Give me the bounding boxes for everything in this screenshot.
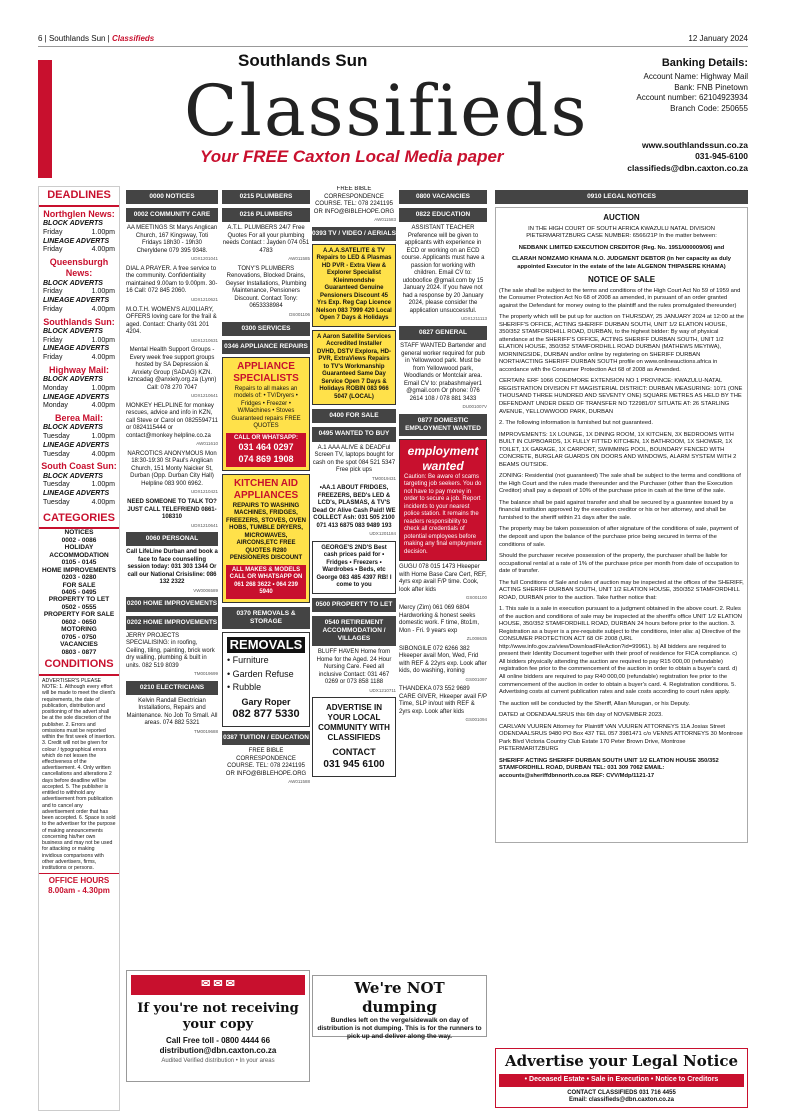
deadline-label: LINEAGE ADVERTS [43, 297, 110, 304]
website-link[interactable]: www.southlandssun.co.za [642, 140, 748, 150]
deadline-day: Friday [43, 305, 63, 313]
classified-ad: NEED SOMEONE TO TALK TO? JUST CALL TELEFRIEND 0861-108310 [127, 499, 217, 520]
ad-ref: DU001007V [462, 404, 487, 409]
deadline-day: Monday [43, 384, 68, 392]
deadline-day: Friday [43, 288, 63, 296]
ad-footer: Audited Verified distribution • In your areas [161, 1058, 275, 1065]
classified-ad: SIBONGILE 072 6266 382 Hkeeper avail Mon, Wed, Frid with REF & 22yrs exp. Look after kids, do washing, ironing [399, 645, 487, 675]
legal-paragraph: The full Conditions of Sale and rules of auction may be inspected at the offices of the SHERIFF, ACTING SHERIFF DURBAN SOUTH, UNIT 1/2 ELATION HOUSE, 350/352 STAMFORDHILL ROAD, DURBAN prior to the auction. Take further notice that: [499, 579, 744, 601]
deadline-row [39, 288, 119, 297]
deadlines-title: DEADLINES [39, 187, 119, 207]
classified-ad: TONY'S PLUMBERS Renovations, Blocked Drains, Geyser Installations, Plumbing Maintenance, Pensioners Discount. Contact Tony: 0653338984 [225, 265, 307, 310]
office-hours [39, 873, 119, 898]
deadline-area-name: South Coast Sun: [41, 461, 117, 472]
category-item: 0203 - 0280 [61, 574, 97, 582]
section-header: 0400 FOR SALE [312, 409, 396, 423]
legal-paragraph: The auction will be conducted by the Sheriff, Allan Murugan, or his Deputy. [499, 700, 690, 707]
category-item: HOME IMPROVEMENTS [41, 566, 117, 574]
ad-contact: CONTACT CLASSIFIEDS 031 716 4455 [567, 1089, 676, 1096]
deadline-time: 1.00pm [91, 481, 115, 489]
ad-ref: UDX1210641 [190, 393, 218, 399]
deadline-time: 4.00pm [91, 354, 115, 361]
deadline-day: Monday [43, 402, 68, 410]
ad-footer: ALL MAKES & MODELS CALL OR WHATSAPP ON 061 268 3622 • 064 239 5940 [226, 565, 306, 599]
appliance-specialists-ad [222, 357, 310, 471]
ad-ref: VW0006589 [193, 587, 218, 593]
ad-call-label: CALL OR WHATSAPP: [233, 434, 299, 441]
classified-ad: JERRY PROJECTS SPECIALISING: in roofing, Ceiling, tiling, painting, brick work dry walling, plumbing & built in units. 082 519 8039 [126, 632, 215, 669]
deadline-row [39, 451, 119, 460]
deadline-row [39, 246, 119, 255]
deadline-time: 4.00pm [91, 305, 115, 313]
removal-item: • Furniture [227, 655, 269, 666]
legal-paragraph: The property may be taken possession of after signature of the conditions of sale, payment of the deposit and upon the balance of the purchase price being secured in terms of the conditions of sale. [499, 526, 739, 548]
court-text: IN THE HIGH COURT OF SOUTH AFRICA KWAZULU NATAL DIVISION PIETERMARITZBURG CASE NUMBER: 6566/21P In the matter between: [526, 225, 717, 240]
mail-bundle-icon: ✉ ✉ ✉ [131, 975, 305, 995]
legal-paragraph: The balance shall be paid against transfer and shall be secured by a guarantee issued by a financial institution approved by the execution creditor or his or her attorney, and shall be furnished to the sheriff within 21 days after the sale. [499, 499, 733, 521]
auction-notice [495, 207, 748, 843]
classified-ad: ASSISTANT TEACHER Preference will be given to applicants with experience in ECD or working on an ECD course. Applicants must have a passion for working with children. Email CV to: udoboofice @gmail.com by 15 January 2024. If you have not had a response by 20 January 2024, please consider the application unsuccessful. [401, 225, 485, 314]
removal-item: • Garden Refuse [227, 668, 294, 679]
section-header: 0346 APPLIANCE REPAIRS [222, 340, 310, 354]
ad-body: REPAIRS TO WASHING MACHINES, FRIDGES, FREEZERS, STOVES, OVEN HOBS, TUMBLE DRYERS, MICROWAVES, AIRCONS,ETC FREE QUOTES R280 PENSIONERS DISCOUNT [226, 502, 306, 562]
classified-ad: •AA.1 ABOUT FRIDGES, FREEZERS, BED's LED & LCD's, PLASMAS, & TV'S Dead Or Alive Cash Paid! WE COLLECT Ash: 031 505 2100 071 413 6875 083 9489 193 [312, 485, 396, 529]
section-header: 0495 WANTED TO BUY [312, 427, 396, 441]
accent-bar [38, 60, 52, 178]
section-name: Classifieds [111, 34, 155, 43]
ad-body: Bundles left on the verge/sidewalk on day of distribution is not dumping. This is for the runners to pick up and deliver along the way. [317, 1016, 482, 1040]
section-header: 0910 LEGAL NOTICES [495, 190, 748, 204]
aaron-satellite-ad: A Aaron Satellite Services Accredited Installer DVHD, DSTV Explora, HD-PVR, ExtraViews Repairs to TV's Workmanship Guaranteed Same Day Service Open 7 Days & Holidays ROBIN 083 966 5047 (LOCAL) [312, 330, 396, 406]
section-header: 0827 GENERAL [399, 326, 487, 340]
page-header [38, 34, 748, 44]
classified-ad: MONKEY HELPLINE for monkey rescues, advice and info in KZN, call Steve or Carol on 0825594711 or 0824115444 or contact@monkey helpline.co.za [126, 402, 218, 439]
ad-phone: Call Free toll - 0800 4444 66 [165, 1036, 271, 1046]
deadline-row [39, 433, 119, 442]
classified-ad: A.1 AAA ALIVE & DEADFul Screen TV, laptops bought for cash on the spot 084 521 5347 Free pick ups [312, 444, 396, 473]
classified-ad: FREE BIBLE CORRESPONDENCE COURSE. TEL: 078 2241195 OR INFO@BIBLEHOPE.ORG [313, 186, 395, 215]
deadline-row [39, 402, 119, 411]
deadline-day: Friday [43, 246, 63, 254]
ad-email[interactable]: Email: classifieds@dbn.caxton.co.za [569, 1097, 674, 1103]
categories-title: CATEGORIES [39, 510, 119, 530]
ad-subtitle: • Deceased Estate • Sale in Execution • Notice to Creditors [499, 1074, 744, 1087]
category-item: 0405 - 0495 [61, 589, 97, 596]
section-header: 0370 REMOVALS & STORAGE [222, 607, 310, 629]
deadlines-sidebar [38, 186, 120, 1111]
classified-ad: Mental Health Support Groups - Every week free support groups hosted by SA Depression & Anxiety Group (SADAG) KZN. kzncadag @anxiety.org.za (Lynn) Call: 078 270 7047 [127, 347, 217, 391]
classified-ad: Kelvin Randall Electrician Installations, Repairs and Maintenance. No Job To Small. All areas. 074 882 5321 [126, 697, 218, 727]
auction-title: AUCTION [603, 213, 640, 223]
deadline-label: LINEAGE ADVERTS [43, 345, 110, 353]
deadline-label: BLOCK ADVERTS [43, 376, 103, 383]
legal-paragraph: CERTAIN: ERF 1066 COEDMORE EXTENSION NO 1 PROVINCE: KWAZULU-NATAL REGISTRATION DIVISION FT MAGISTERIAL DISTRICT: DURBAN MEASURING: 1071 (ONE THOUSAND THREE HUNDRED AND SEVENTY ONE) SQUARE METRES AS HELD BY THE DEFENDANT UNDER DEED OF TRANSFER NO T22981/07 SITUATE AT: 26 STARLING AVENUE, YELLOWWOOD PARK, DURBAN [499, 378, 743, 415]
deadline-label: LINEAGE ADVERTS [43, 490, 110, 497]
category-item: FOR SALE [62, 581, 96, 589]
legal-paragraph: CARLVAN VUUREN Attorney for Plaintiff VAN VUUREN ATTORNEYS 11A Josias Street ODENDAALSRUS 9480 PO Box 437 TEL 057 3981471 c/o VENNS ATTORNEYS 30 Montrose Park Blvd Victoria Country Club Estate 170 Peter Brown Drive, Montrose PIETERMARITZBURG [499, 723, 743, 753]
classified-ad: AA MEETINGS St Marys Anglican Church, 167 Kingsway, Toti Fridays 18h30 - 19h30 Cheryldene 079 395 9348. [126, 225, 218, 254]
deadline-area-name: Highway Mail: [48, 364, 109, 375]
georges-ad: GEORGE'S 2ND'S Best cash prices paid for • Fridges • Freezers • Wardrobes • Beds, etc George 083 485 4397 RB! I come to you [312, 541, 396, 594]
ad-phone: 082 877 5330 [232, 708, 300, 721]
ad-ref: AW011610 [196, 441, 218, 447]
removal-item: • Rubble [227, 681, 262, 692]
deadline-day: Tuesday [43, 498, 70, 506]
ad-ref: GS001100 [465, 595, 487, 601]
legal-paragraph: 2. The following information is furnished but not guaranteed. [499, 420, 653, 427]
issue-date: 12 January 2024 [688, 34, 748, 43]
ad-ref: TM0019688 [193, 728, 218, 734]
header-divider [38, 46, 748, 47]
ad-call [226, 433, 306, 467]
ad-ref: TM0019699 [193, 671, 218, 677]
section-header: 0215 PLUMBERS [222, 190, 310, 204]
deadline-row [39, 306, 119, 315]
employment-wanted-ad [399, 439, 487, 562]
office-hours-value: 8.00am - 4.30pm [48, 886, 110, 896]
deadline-time: 4.00pm [91, 498, 115, 506]
ad-title: We're NOT dumping [354, 979, 445, 1016]
classified-ad: M.O.T.H. WOMEN'S AUXILIARY, OFFERS loving care for the frail & aged. Contact: Charity 031 201 4204. [126, 306, 217, 335]
deadline-row [39, 354, 119, 363]
deadline-areas [39, 209, 119, 508]
ad-email[interactable]: distribution@dbn.caxton.co.za [159, 1046, 277, 1056]
legal-paragraph: IMPROVEMENTS: 1X LOUNGE, 1X DINING ROOM, 1X KITCHEN, 3X BEDROOMS WITH BUILT IN CUPBOARDS, 1X FULLY FITTED KITCHEN, 1X BATHROOM, 1X SHOWER, 1X TOILET, 1X GARAGE, 1X CARPORT, SWIMMING POOL, BOUNDARY FENCED WITH CONCRETE, BURGLAR GUARDS ON DOORS AND WINDOWS, ALARM SYSTEM WITH 2 BEAMS OUTSIDE. [499, 431, 737, 468]
advertise-ad [312, 697, 396, 777]
category-item: HOLIDAY ACCOMMODATION [49, 544, 109, 559]
section-header: 0200 HOME IMPROVEMENTS [126, 597, 218, 611]
deadline-row [39, 385, 119, 394]
category-item: MOTORING [61, 626, 97, 634]
ad-phone: 074 869 1908 [238, 453, 294, 464]
notice-of-sale-title: NOTICE OF SALE [587, 275, 656, 285]
deadline-label: LINEAGE ADVERTS [43, 393, 110, 401]
section-header: 0300 SERVICES [222, 322, 310, 336]
section-header: 0540 RETIREMENT ACCOMMODATION / VILLAGES [312, 616, 396, 646]
deadline-time: 1.00pm [91, 384, 115, 392]
deadline-label: LINEAGE ADVERTS [43, 441, 110, 449]
aaa-satellite-ad: A.A.A.SATELITE & TV Repairs to LED & Plasmas HD PVR - Extra View & Explorer Specialist Kleinmondshe Guaranteed Genuine Pensioners Discount 45 Yrs Exp. Reg Cap Licence Nelson 083 7999 420 Local Open 7 Days & Holidays [312, 244, 396, 327]
section-header: 0202 HOME IMPROVEMENTS [126, 616, 218, 630]
ad-ref: UDX1210621 [190, 296, 218, 302]
classified-ad: FREE BIBLE CORRESPONDENCE COURSE. TEL: 078 2241195 OR INFO@BIBLEHOPE.ORG [225, 748, 307, 777]
deadline-time: 1.00pm [91, 433, 115, 440]
deadline-area-name: Northglen News: [43, 208, 115, 219]
classified-ad: NARCOTICS ANONYMOUS Mon 18:30-19:30 St Paul's Anglican Church, 151 Monty Naicker St, Durban (Opp. Durban City Hall) Helpline 083 900 6962. [127, 450, 217, 487]
deadline-time: 1.00pm [91, 336, 115, 344]
deadline-row [39, 499, 119, 508]
section-header: 0210 ELECTRICIANS [126, 681, 218, 695]
conditions-text: ADVERTISER'S PLEASE NOTE: 1. Although every effort will be made to meet the client's requirements, the date of publication, distribution and positioning of the advert shall be at the sole discretion of the publisher. 2. Errors and omissions must be reported within the first week of insertion. 3. Credit will not be given for colour / typographical errors which do not lessen the effectiveness of the advertisement. 4. Only written cancellations and alterations 2 days before deadline will be accepted. 5. The publisher is entitled to withhold any advertisement from publication and to cancel any advertisement order that has been accepted. 6. Space is sold to the advertiser for the purpose of making announcements concerning his/her own business and may not be used for attacking or making invidious comparisons with other advertisers, firms, institutions or persons. [42, 677, 116, 871]
ad-ref: GS001094 [465, 717, 487, 723]
kitchen-aid-ad [222, 474, 310, 603]
ad-ref: UDX1210631 [190, 337, 218, 343]
deadline-row [39, 481, 119, 490]
deadline-time: 4.00pm [91, 402, 115, 410]
ad-ref: AW011585 [288, 256, 310, 262]
category-item: PROPERTY TO LET [48, 596, 110, 604]
section-header: 0500 PROPERTY TO LET [312, 598, 396, 612]
deadline-label: BLOCK ADVERTS [43, 327, 103, 335]
deadline-day: Tuesday [43, 450, 70, 458]
ad-phone: 031 945 6100 [323, 758, 385, 770]
tagline: Your FREE Caxton Local Media paper [200, 147, 504, 166]
ad-title: If you're not receiving your copy [137, 1000, 299, 1032]
ad-ref: UDX1210421 [190, 489, 218, 495]
legal-paragraph: 1. This sale is a sale in execution pursuant to a judgment obtained in the above court. 2. Rules of the auction and conditions of sale may be inspected at the sheriff's office UNIT 1/2 ELATION HOUSE, 350/352 STAMFORDHILL ROAD, DURBAN 24 hours before prior to the auction. 3. Registration as a buyer is a pre-requisite subject to the conditions, inter alia: a) Directive of the CONSUMER PROTECTION ACT 68 OF 2008 (URL http://www.info.gov.za/view/DownloadFileAction?id=99961). b) All bidders are required to present their Identity Document together with their proof of residence for FICA compliance. c) All bidders physically attending the auction are required to pay R15 000,00 (refundable) registration fee prior to the commencement of the auction in order to obtain a buyer's card. d) All online bidders are required to pay R40 000,00 (refundable) registration fee prior to the commencement of the auction in order to obtain a buyer's card. 4. Registration conditions. 5. Advertising costs at current publication rates and sale costs according to court rules apply. [499, 606, 742, 696]
category-item: PROPERTY FOR SALE [43, 611, 115, 619]
deadline-time: 1.00pm [91, 288, 115, 296]
deadline-label: BLOCK ADVERTS [43, 472, 103, 480]
category-item: NOTICES [64, 529, 94, 537]
branch-code: Branch Code: 250655 [670, 104, 748, 114]
classified-ad: STAFF WANTED Bartender and general worker required for pub in Yellowwood park. Must be from Yellowwood park, Woodlands or Montclair area. Email CV to: prabashmaiyer1 @gmail.com Or phone: 076 2614 108 / 078 881 3433 [400, 343, 486, 402]
classified-ad: Call LifeLine Durban and book a face to face counselling session today: 031 303 1344 Or call our National Crisisline: 086 132 2322 [126, 549, 218, 586]
deadline-label: LINEAGE ADVERTS [43, 237, 110, 245]
ad-ref: TM0019431 [371, 475, 396, 481]
ad-ref: AW011588 [288, 779, 310, 785]
legal-paragraph: SHERIFF ACTING SHERIFF DURBAN SOUTH UNIT 1/2 ELATION HOUSE 350/352 STAMFORDHILL ROAD, DURBAN TEL: 031 309 7062 EMAIL: accounts@sheriffdbnnorth.co.za REF: CVV/Mdp/1121-17 [499, 757, 719, 779]
deadline-label: BLOCK ADVERTS [43, 424, 103, 432]
section-header: 0393 TV / VIDEO / AERIALS [312, 227, 396, 241]
deadline-day: Friday [43, 336, 63, 344]
ad-contact-name: Gary Roper [241, 697, 291, 707]
not-dumping-ad [312, 975, 487, 1040]
classified-ad: A.T.L. PLUMBERS 24/7 Free Quotes For all your plumbing needs Contact : Jayden 074 051 4783 [222, 225, 310, 254]
deadline-day: Tuesday [43, 481, 70, 489]
classified-ad: THANDEKA 073 552 9689 CARE GIVER, Hkeeper avail F/P Time, SLP in/out with REF & 2yrs exp. Look after kids [399, 686, 487, 715]
ad-body: Caution: Be aware of scams targeting job seekers. You do not have to pay money in order to secure a job. Report incidents to your nearest police station. It remains the readers responsibility to check all credentials of potential employees before making any final employment decision. [404, 473, 482, 555]
classified-ad: Mercy (Zim) 061 069 6804 Hardworking & honest seeks domestic work. F time, 8to1m, Mon - Fri. 9 years exp [399, 605, 480, 634]
legal-paragraph: ZONING: Residential (not guaranteed) The sale shall be subject to the terms and conditions of the High Court and the rules made thereunder and the Purchaser (other than the Execution Creditor) shall pay a deposit of 10% of the purchase price in cash at the time of the sale. [499, 473, 741, 495]
legal-paragraph: (The sale shall be subject to the terms and conditions of the High Court Act No 59 of 1959 and the Consumer Protection Act No 68 of 2008 as amended, in pursuant of an order granted against the Defendant for money owing to the plaintiff and the rules promulgated thereunder) [499, 287, 741, 309]
distribution-ad [126, 970, 310, 1082]
ad-phone: 031 464 0297 [238, 442, 294, 453]
section-header: 0877 DOMESTIC EMPLOYMENT WANTED [399, 414, 487, 436]
ad-body: ADVERTISE IN YOUR LOCAL COMMUNITY WITH CLASSIFIEDS [318, 703, 390, 743]
section-header: 0216 PLUMBERS [222, 208, 310, 222]
classified-ad: DIAL A PRAYER. A free service to the community. Confidentiality maintained 9.00am to 9.00pm. 30-16 Call: 072 845 2060. [126, 265, 218, 295]
section-header: 0002 COMMUNITY CARE [126, 208, 218, 222]
deadline-area-name: Southlands Sun: [43, 316, 115, 327]
deadline-label: BLOCK ADVERTS [43, 279, 103, 287]
deadline-time: 4.00pm [91, 246, 115, 254]
column-sales [312, 186, 396, 1111]
masthead-title: Classifieds [184, 70, 589, 152]
ad-ref: DS001106 [289, 311, 310, 317]
ad-contact-label: CONTACT [332, 747, 376, 758]
paper-name: Southlands Sun [238, 51, 368, 70]
bank-name: Bank: FNB Pinetown [674, 82, 748, 92]
ad-ref: UDX1210641 [190, 522, 218, 528]
account-name: Account Name: Highway Mail [643, 71, 748, 81]
category-item: 0803 - 0877 [61, 648, 97, 656]
classified-ad: BLUFF HAVEN Home from Home for the Aged. 24 Hour Nursing Care. Feed all inclusive Contact: 031 467 0269 or 073 858 1188 [316, 649, 392, 686]
ad-body: Repairs to all makes an models of: • TV/Dryers • Fridges • Freezer • W/Machines • Stoves Guaranteed repairs FREE QUOTES [231, 385, 301, 430]
deadline-day: Tuesday [43, 433, 70, 440]
legal-paragraph: Should the purchaser receive possession of the property, the purchaser shall be liable for occupational rental at a rate of 1% of the purchase price per month from date of occupation to date of transfer. [499, 553, 740, 575]
debtor-text: CLARAH NOMZAMO KHAMA N.O. JUDGMENT DEBTOR (in her capacity as duly appointed Executor in the estate of the late ALGENON THIPASERE KHAMA) [511, 256, 731, 270]
deadline-area-name: Berea Mail: [54, 413, 104, 423]
ad-ref: UDX1210711 [369, 687, 396, 693]
ad-title: KITCHEN AID APPLIANCES [233, 477, 299, 502]
ad-title: REMOVALS [227, 637, 305, 653]
deadline-time: 4.00pm [91, 450, 115, 458]
column-legal [495, 186, 748, 856]
legal-paragraph: The property which will be put up for auction on THURSDAY, 25 JANUARY 2024 at 12:00 at the SHERIFF'S OFFICE, ACTING SHERIFF DURBAN SOUTH, UNIT 1/2 ELATION HOUSE, 350/352 STAMFORDHILL ROAD, DURBAN, to the highest bidder: By way of physical attendance at the SHERIFF'S OFFICE, ACTING SHERIFF DURBAN SOUTH, UNIT 1/2 ELATION HOUSE, 350/352 STAMFORDHILL ROAD DURBAN (MATHEWS MEYIWA), MORNINGSIDE, DURBAN and/or online by registering on SHERIFF DURBAN NORTH/ACTING SHERIFF DURBAN SOUTH profile on www.onlineauctions.africa in accordance with the Consumer Protection Act 68 of 2008 as Amended. [499, 314, 745, 373]
removals-ad [222, 632, 310, 727]
ad-ref: UDX1211113 [460, 316, 487, 322]
category-item: 0602 - 0650 [61, 618, 97, 626]
page-number: 6 | Southlands Sun | [38, 34, 112, 43]
ad-ref: UDX1201041 [190, 256, 218, 262]
category-item: 0002 - 0086 [61, 536, 97, 544]
ad-title: Advertise your Legal Notice [504, 1052, 739, 1070]
column-vacancies [399, 186, 487, 1111]
creditor-text: NEDBANK LIMITED EXECUTION CREDITOR (Reg. No. 1951/000009/06) and [518, 244, 725, 251]
ad-ref: ZL008635 [466, 636, 487, 641]
ad-ref: UDX1201184 [369, 531, 396, 537]
classified-ad: GUGU 078 015 1473 Hkeeper with Home Base Care Cert, REF, 4yrs exp avail F/P time. Cook, look after kids [399, 564, 487, 593]
deadline-area-name: Queensburgh News: [49, 257, 109, 279]
category-item: 0502 - 0555 [61, 603, 97, 611]
deadline-time: 1.00pm [91, 228, 115, 236]
deadline-day: Friday [43, 354, 63, 361]
section-header: 0800 VACANCIES [399, 190, 487, 204]
section-header: 0822 EDUCATION [399, 208, 487, 222]
deadline-row [39, 337, 119, 346]
ad-title: employment wanted [407, 443, 479, 473]
account-number: Account number: 62104923934 [636, 93, 748, 103]
section-header: 0387 TUITION / EDUCATION [222, 731, 310, 745]
conditions-title: CONDITIONS [39, 656, 119, 676]
contact-block [627, 140, 748, 174]
deadline-row [39, 229, 119, 238]
categories-list [39, 529, 119, 656]
deadline-day: Friday [43, 228, 63, 236]
category-item: 0705 - 0750 [61, 633, 97, 641]
ad-title: APPLIANCE SPECIALISTS [233, 360, 299, 385]
category-item: VACANCIES [60, 641, 98, 649]
email-link[interactable]: classifieds@dbn.caxton.co.za [627, 162, 748, 173]
legal-notice-ad [495, 1048, 748, 1108]
phone-number: 031-945-6100 [695, 151, 748, 162]
banking-title: Banking Details: [661, 57, 748, 69]
section-header: 0060 PERSONAL [126, 532, 218, 546]
banking-details [558, 56, 748, 115]
office-hours-title: OFFICE HOURS [48, 876, 110, 886]
category-item: 0105 - 0145 [61, 559, 97, 567]
ad-ref: AW011583 [374, 217, 396, 222]
deadline-label: BLOCK ADVERTS [43, 220, 103, 227]
legal-paragraph: DATED at ODENDAALSRUS this 6th day of NOVEMBER 2023. [499, 712, 663, 719]
removal-items [227, 655, 305, 693]
ad-ref: GS001097 [465, 676, 487, 682]
section-header: 0000 NOTICES [126, 190, 218, 204]
